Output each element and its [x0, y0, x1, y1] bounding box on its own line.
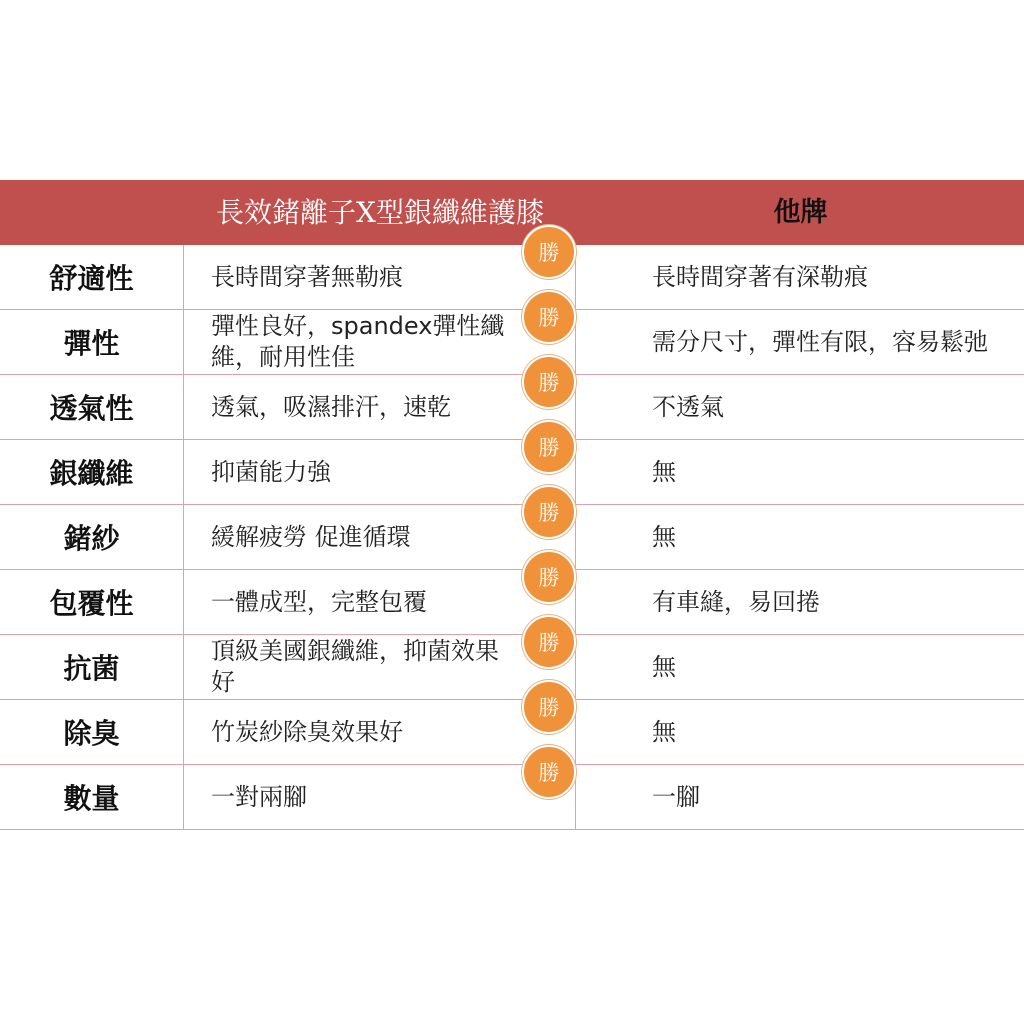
table-row — [0, 375, 1024, 440]
table-body — [0, 245, 1024, 830]
other-brand-feature: 無 — [652, 457, 676, 486]
table-row — [0, 310, 1024, 375]
product-feature: 竹炭紗除臭效果好 — [185, 700, 576, 764]
row-label: 透氣性 — [0, 375, 184, 439]
win-badge: 勝 — [522, 290, 576, 344]
table-row — [0, 700, 1024, 765]
header-product-name: 長效鍺離子X型銀纖維護膝 — [216, 196, 544, 229]
row-label: 除臭 — [0, 700, 184, 764]
win-badge: 勝 — [522, 420, 576, 474]
table-row — [0, 505, 1024, 570]
table-row — [0, 570, 1024, 635]
win-badge: 勝 — [522, 680, 576, 734]
product-feature: 彈性良好，spandex彈性纖維，耐用性佳 — [185, 310, 576, 374]
table-row — [0, 765, 1024, 830]
product-feature: 透氣，吸濕排汗，速乾 — [185, 375, 576, 439]
row-label: 包覆性 — [0, 570, 184, 634]
row-label: 彈性 — [0, 310, 184, 374]
row-label: 抗菌 — [0, 635, 184, 699]
win-badge: 勝 — [522, 745, 576, 799]
win-badge: 勝 — [522, 485, 576, 539]
other-brand-feature: 不透氣 — [652, 392, 724, 421]
other-brand-feature: 長時間穿著有深勒痕 — [652, 262, 868, 291]
table-row — [0, 245, 1024, 310]
product-feature: 頂級美國銀纖維，抑菌效果好 — [185, 635, 576, 699]
table-header — [0, 180, 1024, 245]
product-feature: 一體成型，完整包覆 — [185, 570, 576, 634]
other-brand-feature: 無 — [652, 652, 676, 681]
other-brand-feature: 無 — [652, 717, 676, 746]
other-brand-feature: 無 — [652, 522, 676, 551]
row-label: 舒適性 — [0, 245, 184, 309]
header-other-brand: 他牌 — [773, 197, 828, 228]
table-row — [0, 440, 1024, 505]
product-feature: 緩解疲勞 促進循環 — [185, 505, 576, 569]
product-feature: 抑菌能力強 — [185, 440, 576, 504]
other-brand-feature: 有車縫，易回捲 — [652, 587, 820, 616]
win-badge: 勝 — [522, 550, 576, 604]
win-badge: 勝 — [522, 355, 576, 409]
win-badge: 勝 — [522, 225, 576, 279]
row-label: 鍺紗 — [0, 505, 184, 569]
win-badge: 勝 — [522, 615, 576, 669]
product-feature: 一對兩腳 — [185, 765, 576, 829]
other-brand-feature: 需分尺寸，彈性有限，容易鬆弛 — [652, 327, 988, 356]
comparison-table — [0, 180, 1024, 830]
row-label: 數量 — [0, 765, 184, 829]
product-feature: 長時間穿著無勒痕 — [185, 245, 576, 309]
table-row — [0, 635, 1024, 700]
other-brand-feature: 一腳 — [652, 782, 700, 811]
row-label: 銀纖維 — [0, 440, 184, 504]
